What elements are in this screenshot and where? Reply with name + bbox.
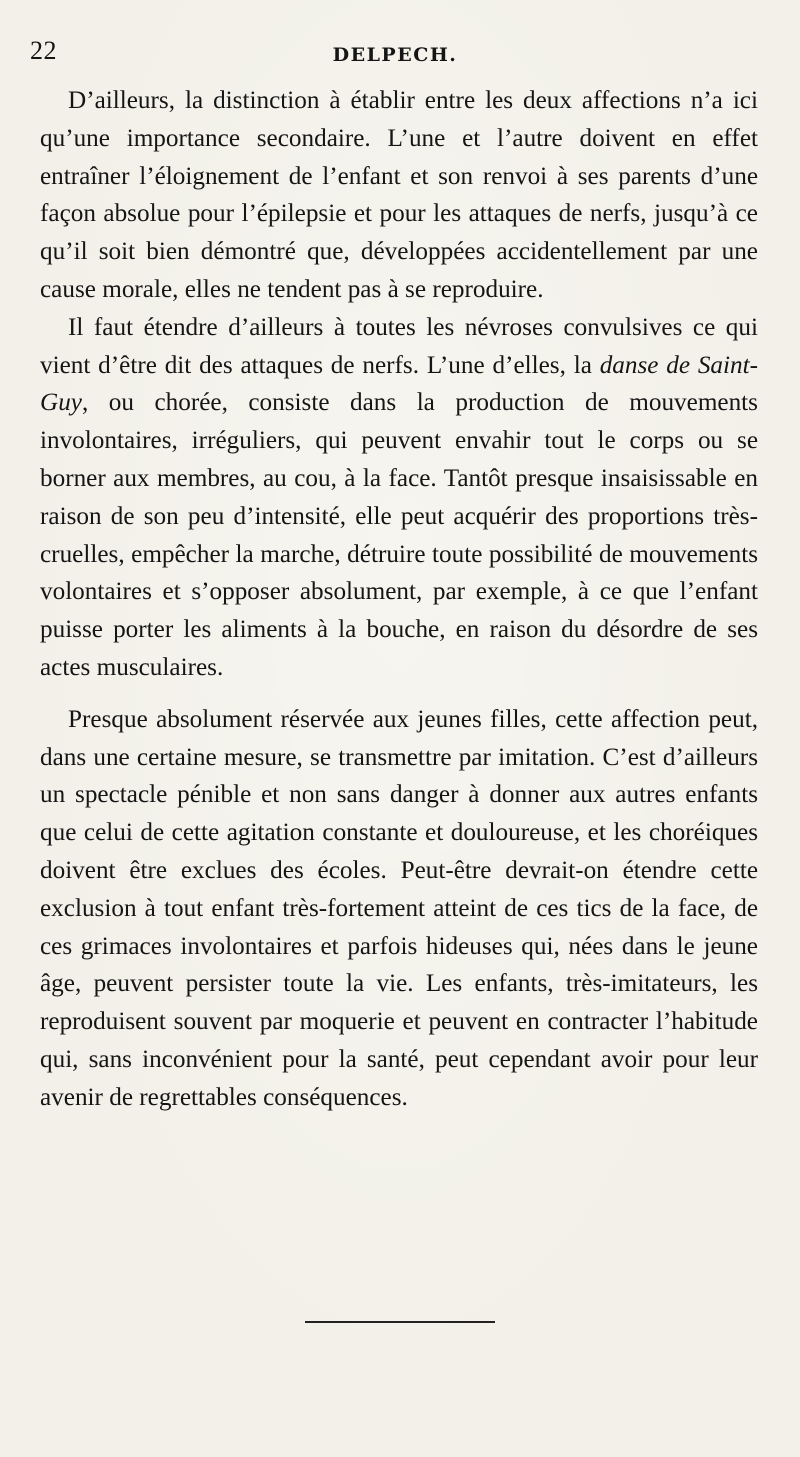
text-run: Il faut étendre d’ailleurs à toutes les névroses convulsives ce qui vient d’être dit des attaques de nerfs. L’une d’elles, la [40, 313, 758, 379]
page-number: 22 [30, 36, 57, 65]
paragraph-1 [40, 82, 758, 309]
end-rule [305, 1321, 495, 1323]
text-run: , ou chorée, consiste dans la production de mouvements involontaires, irréguliers, qui peuvent envahir tout le corps ou se borner aux membres, au cou, à la face. Tantôt presque insaisissable en raison de son peu d’intensité, elle peut acquérir des proportions très-cruelles, empêcher la marche, détruire toute possibilité de mouvements volontaires et s’opposer absolument, par exemple, à ce que l’enfant puisse porter les aliments à la bouche, en raison du désordre de ses actes musculaires. [40, 389, 758, 681]
paragraph-2 [40, 309, 758, 687]
running-head: DELPECH. [332, 44, 458, 66]
italic-term: danse de Saint-Guy [40, 351, 758, 417]
paragraph-3 [40, 701, 758, 1117]
page-header [30, 36, 760, 68]
body-text [40, 82, 758, 1117]
text-run: D’ailleurs, la distinction à établir entre les deux affections n’a ici qu’une importance secondaire. L’une et l’autre doivent en effet entraîner l’éloignement de l’enfant et son renvoi à ses parents d’une façon absolue pour l’épilepsie et pour les attaques de nerfs, jusqu’à ce qu’il soit bien démontré que, développées accidentellement par une cause morale, elles ne tendent pas à se reproduire. [40, 87, 758, 303]
text-run: Presque absolument réservée aux jeunes filles, cette affection peut, dans une certaine mesure, se transmettre par imitation. C’est d’ailleurs un spectacle pénible et non sans danger à donner aux autres enfants que celui de cette agitation constante et douloureuse, et les choréiques doivent être exclues des écoles. Peut-être devrait-on étendre cette exclusion à tout enfant très-fortement atteint de ces tics de la face, de ces grimaces involontaires et parfois hideuses qui, nées dans le jeune âge, peuvent persister toute la vie. Les enfants, très-imitateurs, les reproduisent souvent par moquerie et peuvent en contracter l’habitude qui, sans inconvénient pour la santé, peut cependant avoir pour leur avenir de regrettables conséquences. [40, 705, 758, 1111]
